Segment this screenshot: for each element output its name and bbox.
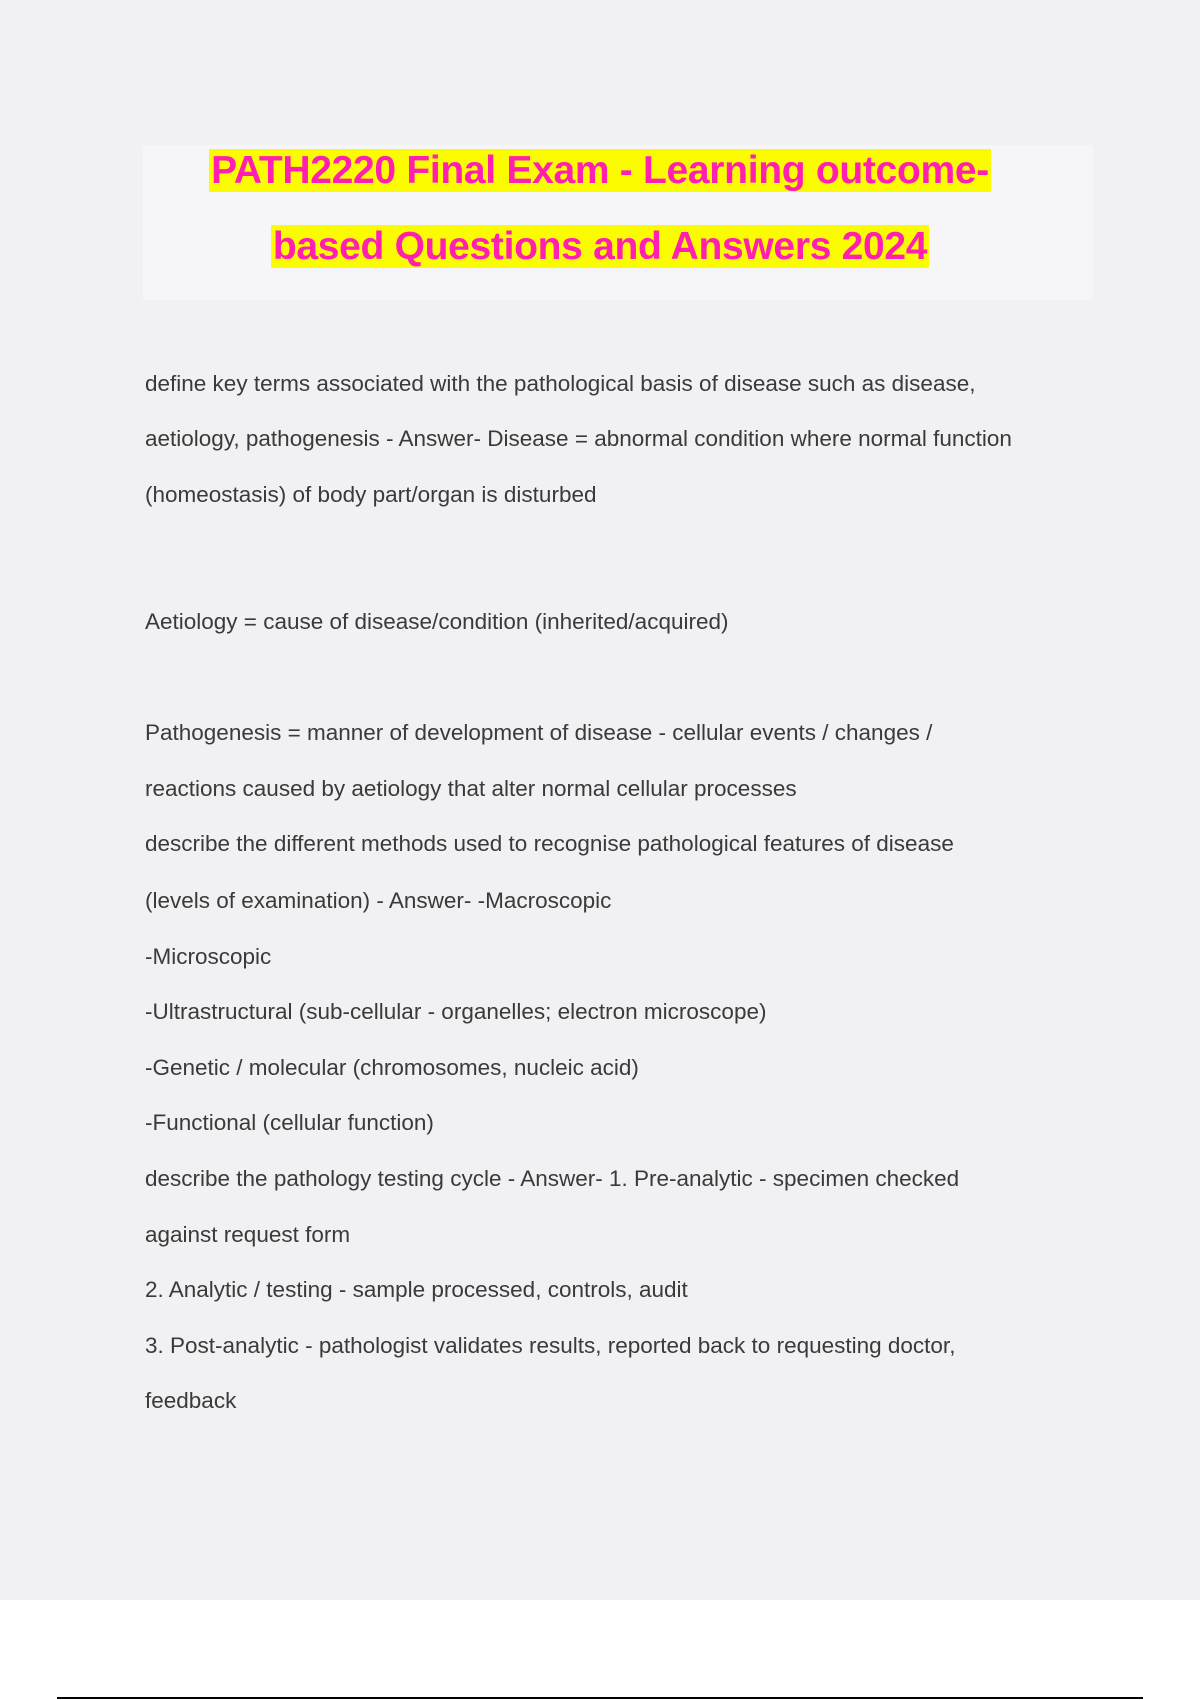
text-line: (levels of examination) - Answer- -Macroscopic bbox=[145, 888, 612, 913]
text-line: against request form bbox=[145, 1222, 351, 1247]
text-line: Pathogenesis = manner of development of disease - cellular events / changes / bbox=[145, 720, 933, 745]
text-line: 3. Post-analytic - pathologist validates results, reported back to requesting doctor, bbox=[145, 1333, 956, 1358]
text-line: aetiology, pathogenesis - Answer- Disease = abnormal condition where normal function bbox=[145, 426, 1012, 451]
footer-divider bbox=[57, 1697, 1143, 1699]
text-line: Aetiology = cause of disease/condition (inherited/acquired) bbox=[145, 609, 729, 634]
text-line: feedback bbox=[145, 1388, 237, 1413]
text-line: 2. Analytic / testing - sample processed, controls, audit bbox=[145, 1277, 688, 1302]
document-title-line-2: based Questions and Answers 2024 bbox=[272, 225, 928, 268]
text-line: -Genetic / molecular (chromosomes, nucleic acid) bbox=[145, 1055, 639, 1080]
text-line: describe the different methods used to recognise pathological features of disease bbox=[145, 831, 954, 856]
text-line: define key terms associated with the pathological basis of disease such as disease, bbox=[145, 371, 976, 396]
text-line: -Ultrastructural (sub-cellular - organelles; electron microscope) bbox=[145, 999, 767, 1024]
text-line: (homeostasis) of body part/organ is disturbed bbox=[145, 482, 597, 507]
document-title-line-1: PATH2220 Final Exam - Learning outcome- bbox=[211, 149, 989, 192]
text-line: describe the pathology testing cycle - Answer- 1. Pre-analytic - specimen checked bbox=[145, 1166, 960, 1191]
text-line: reactions caused by aetiology that alter normal cellular processes bbox=[145, 776, 797, 801]
text-line: -Functional (cellular function) bbox=[145, 1110, 434, 1135]
text-line: -Microscopic bbox=[145, 944, 272, 969]
